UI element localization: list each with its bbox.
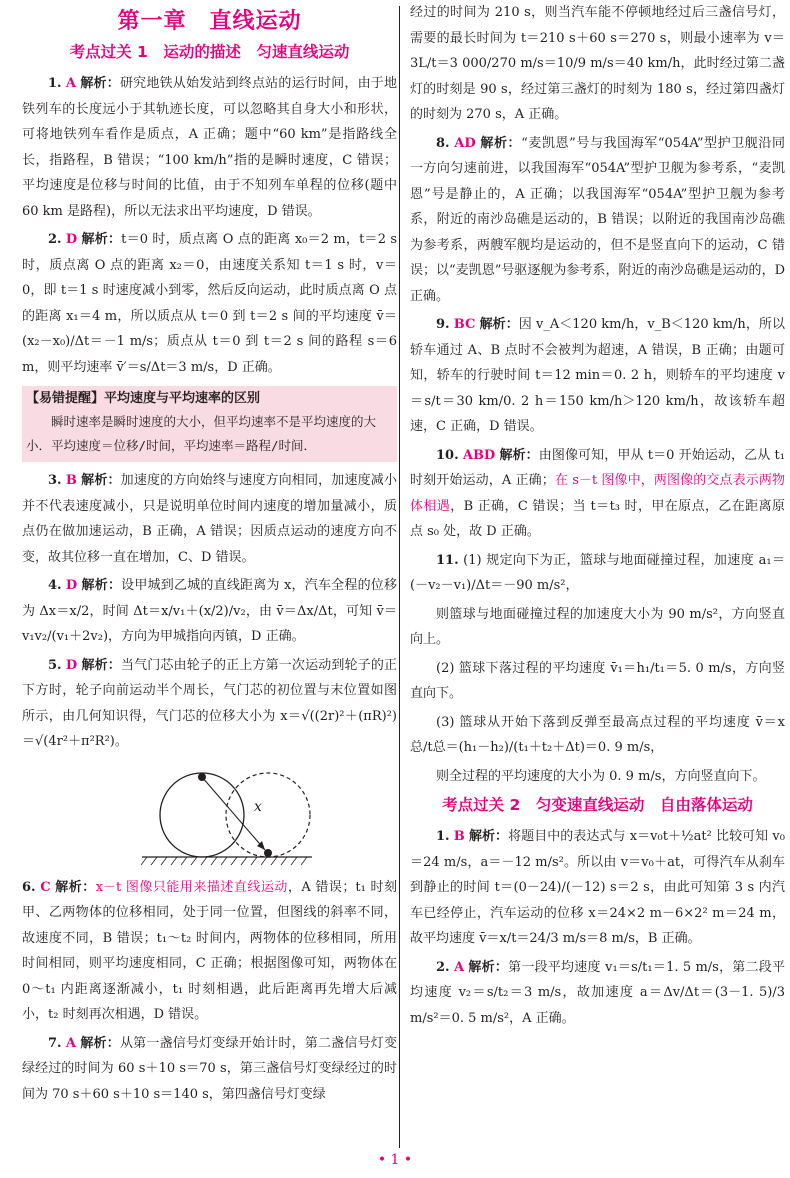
answer-8 [410, 131, 785, 310]
answer-choice: D [65, 657, 78, 673]
answer-7 [22, 1031, 397, 1108]
analysis-label: 解析： [81, 578, 122, 593]
question-number: 6. [22, 879, 36, 895]
tip-title: 【易错提醒】平均速度与平均速率的区别 [26, 391, 261, 406]
answer-choice: A [453, 959, 465, 975]
answer-11-part: 则全过程的平均速度的大小为 0. 9 m/s，方向竖直向下。 [436, 768, 766, 784]
answer-6 [22, 875, 397, 1028]
answer-5 [22, 653, 397, 755]
analysis-label: 解析： [81, 473, 121, 488]
wheel-figure [22, 759, 397, 869]
right-column [410, 0, 785, 1034]
answer-text: 第一段平均速度 v₁＝s/t₁＝1. 5 m/s，第二段平均速度 v₂＝s/t₂＝3 m/s，故加速度 a＝Δv/Δt＝(3－1. 5)/3 m/s²＝0. 5 m/s²，A 正确。 [410, 959, 785, 1026]
question-number: 1. [436, 829, 450, 844]
analysis-label: 解析： [479, 317, 519, 332]
answer-text: ，A 错误；t₁ 时刻甲、乙两物体的位移相同，处于同一位置，但图线的斜率不同，故速度不同，B 错误；t₁～t₂ 时间内，两物体的位移相同，所用时间相同，则平均速度相同，C 正确；根据图像可知，两物体在 0～t₁ 内距离逐渐减小，t₁ 时刻相遇，此后距离再先增大后减小，t₂ 时刻再次相遇，D 错误。 [22, 879, 397, 1022]
answer-text: 加速度的方向始终与速度方向相同，加速度减小并不代表速度减小，只是说明单位时间内速度的增加量减小，质点仍在做加速运动，B 正确，A 错误；因质点运动的速度方向不变，故其位移一直在增加，C、D 错误。 [22, 473, 397, 565]
answer-4 [22, 573, 397, 650]
answer-11-part: (2) 篮球下落过程的平均速度 v̄₁＝h₁/t₁＝5. 0 m/s，方向竖直向下。 [410, 660, 785, 701]
answer-text: ，B 正确，C 错误；当 t＝t₃ 时，甲在原点，乙在距离原点 s₀ 处，故 D 正确。 [410, 498, 785, 539]
highlighted-text: x－t 图像只能用来描述直线运动 [95, 879, 288, 895]
answer-text: (1) 规定向下为正，篮球与地面碰撞过程，加速度 a₁＝(－v₂－v₁)/Δt＝－90 m/s²， [410, 552, 785, 593]
question-number: 11. [436, 552, 459, 568]
answer-text: 当气门芯由轮子的正上方第一次运动到轮子的正下方时，轮子向前运动半个周长，气门芯的初位置与末位置如图所示，由几何知识得，气门芯的位移大小为 x＝√((2r)²＋(πR)²)＝√(4r²＋π²R²)。 [22, 657, 397, 749]
wheel-diagram [22, 759, 397, 869]
wheel-final [226, 773, 310, 857]
answer-choice: BC [453, 317, 476, 332]
answer-choice: A [65, 76, 77, 91]
question-number: 9. [436, 317, 450, 332]
analysis-label: 解析： [468, 829, 509, 844]
question-number: 1. [48, 76, 62, 91]
ground-hatching [141, 857, 307, 865]
tip-text: 瞬时速率是瞬时速度的大小，但平均速率不是平均速度的大小．平均速度＝位移/时间，平均速率＝路程/时间． [26, 414, 377, 453]
analysis-label: 解析： [468, 959, 509, 975]
left-column [22, 0, 397, 1110]
chapter-title: 第一章 直线运动 [117, 8, 302, 34]
answer-text: 研究地铁从始发站到终点站的运行时间，由于地铁列车的长度远小于其轨迹长度，可以忽略其自身大小和形状，可将地铁列车看作是质点，A 正确；题中“60 km”是指路线全长，指路程，B 错误；“100 km/h”指的是瞬时速度，C 错误；平均速度是位移与时间的比值，由于不知列车单程的位移(题中 60 km 是路程)，所以无法求出平均速度，D 错误。 [22, 76, 397, 219]
analysis-label: 解析： [81, 232, 122, 247]
highlighted-text: 在 s－t 图像中，两图像的交点表示两物体相遇 [410, 473, 785, 514]
question-number: 4. [48, 578, 62, 593]
answer-choice: D [65, 578, 78, 593]
answer-text: 从第一盏信号灯变绿开始计时，第二盏信号灯变绿经过的时间为 60 s＋10 s＝70 s，第三盏信号灯变绿经过的时间为 70 s＋60 s＋10 s＝140 s，第四盏信号灯变绿 [22, 1035, 397, 1102]
error-tip-box [22, 386, 397, 462]
question-number: 10. [436, 447, 459, 463]
section2-answer-1 [410, 824, 785, 952]
answer-text: t＝0 时，质点离 O 点的距离 x₀＝2 m，t＝2 s 时，质点离 O 点的距离 x₂＝0，由速度关系知 t＝1 s 时，v＝0，即 t＝1 s 时速度减小到零，然后反向运动，此时质点离 O 点的距离 x₁＝4 m，所以质点从 t＝0 到 t＝2 s 间的平均速度 v̄＝(x₂－x₀)/Δt＝－1 m/s；质点从 t＝0 到 t＝2 s 间的路程 s＝6 m，则平均速率 v̄′＝s/Δt＝3 m/s，D 正确。 [22, 232, 397, 375]
answer-choice: A [65, 1035, 77, 1051]
answer-text: 由图像可知，甲从 t＝0 开始运动，乙从 t₁ 时刻开始运动，A 正确； [410, 447, 785, 488]
analysis-label: 解析： [80, 1035, 120, 1051]
answer-2 [22, 227, 397, 380]
answer-text: 将题目中的表达式与 x＝v₀t＋½at² 比较可知 v₀＝24 m/s，a＝－12 m/s²。所以由 v＝v₀＋at，可得汽车从刹车到静止的时间 t＝(0－24)/(－12) s＝2 s，由此可知第 3 s 内汽车已经停止，汽车运动的位移 x＝24×2 m－6×2² m＝24 m，故平均速度 v̄＝x/t＝24/3 m/s＝8 m/s，B 正确。 [410, 829, 785, 946]
analysis-label: 解析： [55, 879, 96, 895]
answer-text: 因 v_A＜120 km/h，v_B＜120 km/h，所以轿车通过 A、B 点时不会被判为超速，A 错误，B 正确；由题可知，轿车的行驶时间 t＝12 min＝0. 2 h，则轿车的平均速度 v＝s/t＝30 km/0. 2 h＝150 km/h＞120 km/h，故该轿车超速，C 正确，D 错误。 [410, 317, 785, 434]
answer-9 [410, 312, 785, 440]
question-number: 3. [48, 473, 62, 488]
answer-11-part: (3) 篮球从开始下落到反弹至最高点过程的平均速度 v̄＝x总/t总＝(h₁－h₂)/(t₁＋t₂＋Δt)＝0. 9 m/s， [410, 714, 785, 755]
question-number: 2. [48, 232, 62, 247]
answer-choice: ABD [462, 447, 496, 463]
answer-1 [22, 71, 397, 224]
question-number: 5. [48, 657, 62, 673]
analysis-label: 解析： [480, 135, 522, 151]
wheel-initial [160, 773, 244, 857]
answer-choice: C [40, 879, 51, 895]
question-number: 8. [436, 135, 450, 151]
analysis-label: 解析： [81, 657, 121, 673]
question-number: 7. [48, 1035, 62, 1051]
answer-choice: AD [454, 135, 476, 151]
answer-7-continued: 经过的时间为 210 s，则当汽车能不停顿地经过后三盏信号灯，需要的最长时间为 t＝210 s＋60 s＝270 s，则最小速率为 v＝3L/t＝3 000/270 m/s＝10/9 m/s＝40 km/h，此时经过第二盏灯的时刻是 90 s，经过第三盏灯的时刻为 180 s，经过第四盏灯的时刻为 270 s，A 正确。 [410, 5, 785, 122]
answer-3 [22, 468, 397, 570]
displacement-label: x [254, 798, 262, 815]
answer-choice: B [65, 473, 77, 488]
page-number: • 1 • [377, 1152, 413, 1168]
analysis-label: 解析： [80, 76, 120, 91]
section2-answer-2 [410, 955, 785, 1032]
answer-11-part: 则篮球与地面碰撞过程的加速度大小为 90 m/s²，方向竖直向上。 [410, 606, 785, 647]
answer-10 [410, 443, 785, 545]
answer-choice: D [65, 232, 78, 247]
answer-text: “麦凯恩”号与我国海军“054A”型护卫舰沿同一方向匀速前进，以我国海军“054A”型护卫舰为参考系，“麦凯恩”号是静止的，A 正确；以我国海军“054A”型护卫舰为参考系，附近的南沙岛礁是运动的，B 错误；以附近的我国南沙岛礁为参考系，两艘军舰均是运动的，但不是竖直向下的运动，C 错误；以“麦凯恩”号驱逐舰为参考系，附近的南沙岛礁是运动的，D 正确。 [410, 135, 785, 304]
column-divider [399, 6, 400, 1148]
section-2-title: 考点过关 2 匀变速直线运动 自由落体运动 [442, 796, 753, 814]
analysis-label: 解析： [499, 447, 539, 463]
answer-text: 设甲城到乙城的直线距离为 x，汽车全程的位移为 Δx＝x/2，时间 Δt＝x/v₁＋(x/2)/v₂，由 v̄＝Δx/Δt，可知 v̄＝v₁v₂/(v₁＋2v₂)，方向为甲城指向丙镇，D 正确。 [22, 578, 397, 644]
question-number: 2. [436, 959, 450, 975]
valve-final [264, 849, 272, 857]
answer-11 [410, 548, 785, 599]
section-1-title: 考点过关 1 运动的描述 匀速直线运动 [69, 43, 350, 61]
answer-choice: B [453, 829, 465, 844]
